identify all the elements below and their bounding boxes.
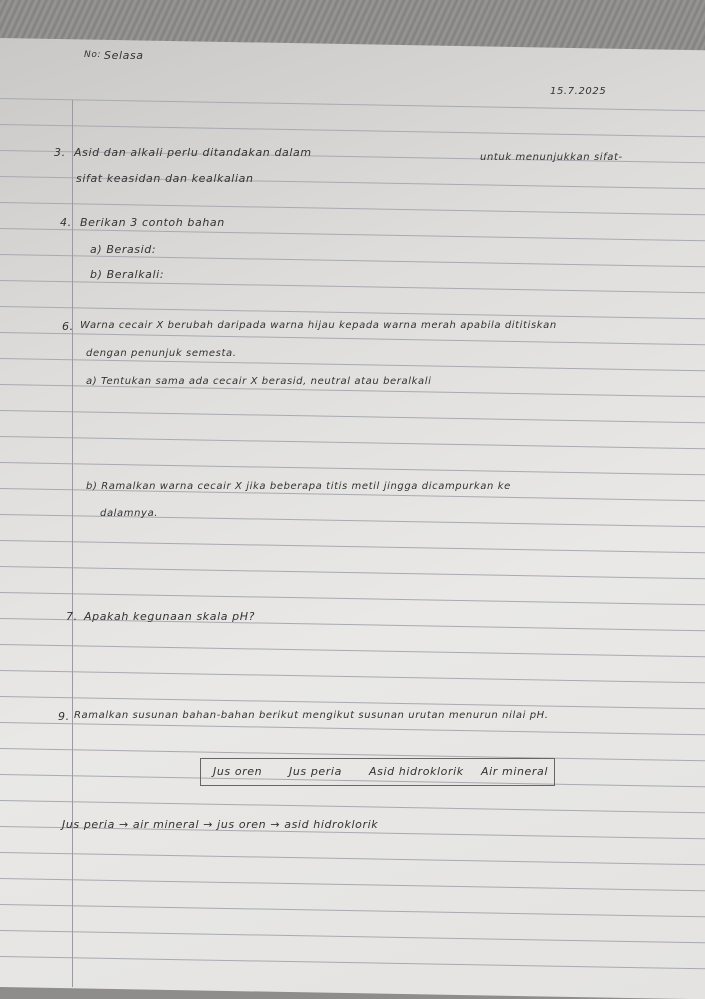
question-4-line-1: Berikan 3 contoh bahan xyxy=(80,216,225,229)
box-item: Jus peria xyxy=(289,765,342,778)
box-item: Air mineral xyxy=(481,765,549,778)
question-4-part-b: b) Beralkali: xyxy=(90,268,165,281)
question-number: 6. xyxy=(62,320,74,333)
question-3-line-1: Asid dan alkali perlu ditandakan dalam xyxy=(74,146,312,159)
day-label: Selasa xyxy=(104,49,144,62)
margin-line xyxy=(72,100,73,987)
question-6-part-a: a) Tentukan sama ada cecair X berasid, neutral atau beralkali xyxy=(86,376,432,387)
question-6-line-2: dengan penunjuk semesta. xyxy=(86,348,237,359)
no-label: No: xyxy=(84,50,102,60)
box-item: Asid hidroklorik xyxy=(369,765,464,778)
question-6-line-1: Warna cecair X berubah daripada warna hijau kepada warna merah apabila dititiskan xyxy=(80,320,557,331)
question-4-part-a: a) Berasid: xyxy=(90,243,157,256)
box-item: Jus oren xyxy=(213,765,263,778)
question-9-line-1: Ramalkan susunan bahan-bahan berikut mengikut susunan urutan menurun nilai pH. xyxy=(74,710,549,721)
question-6-part-b: b) Ramalkan warna cecair X jika beberapa titis metil jingga dicampurkan ke xyxy=(86,481,511,492)
date-label: 15.7.2025 xyxy=(550,86,607,97)
question-3-line-2: sifat keasidan dan kealkalian xyxy=(76,172,254,185)
question-7-line-1: Apakah kegunaan skala pH? xyxy=(84,610,256,623)
question-number: 3. xyxy=(54,146,66,159)
question-number: 9. xyxy=(58,710,70,723)
question-3-line-1b: untuk menunjukkan sifat- xyxy=(480,152,623,163)
question-number: 4. xyxy=(60,216,72,229)
question-number: 7. xyxy=(66,610,78,623)
items-box xyxy=(200,758,555,786)
answer-line: Jus peria → air mineral → jus oren → asid hidroklorik xyxy=(62,818,379,831)
question-6-part-b-cont: dalamnya. xyxy=(100,508,159,519)
